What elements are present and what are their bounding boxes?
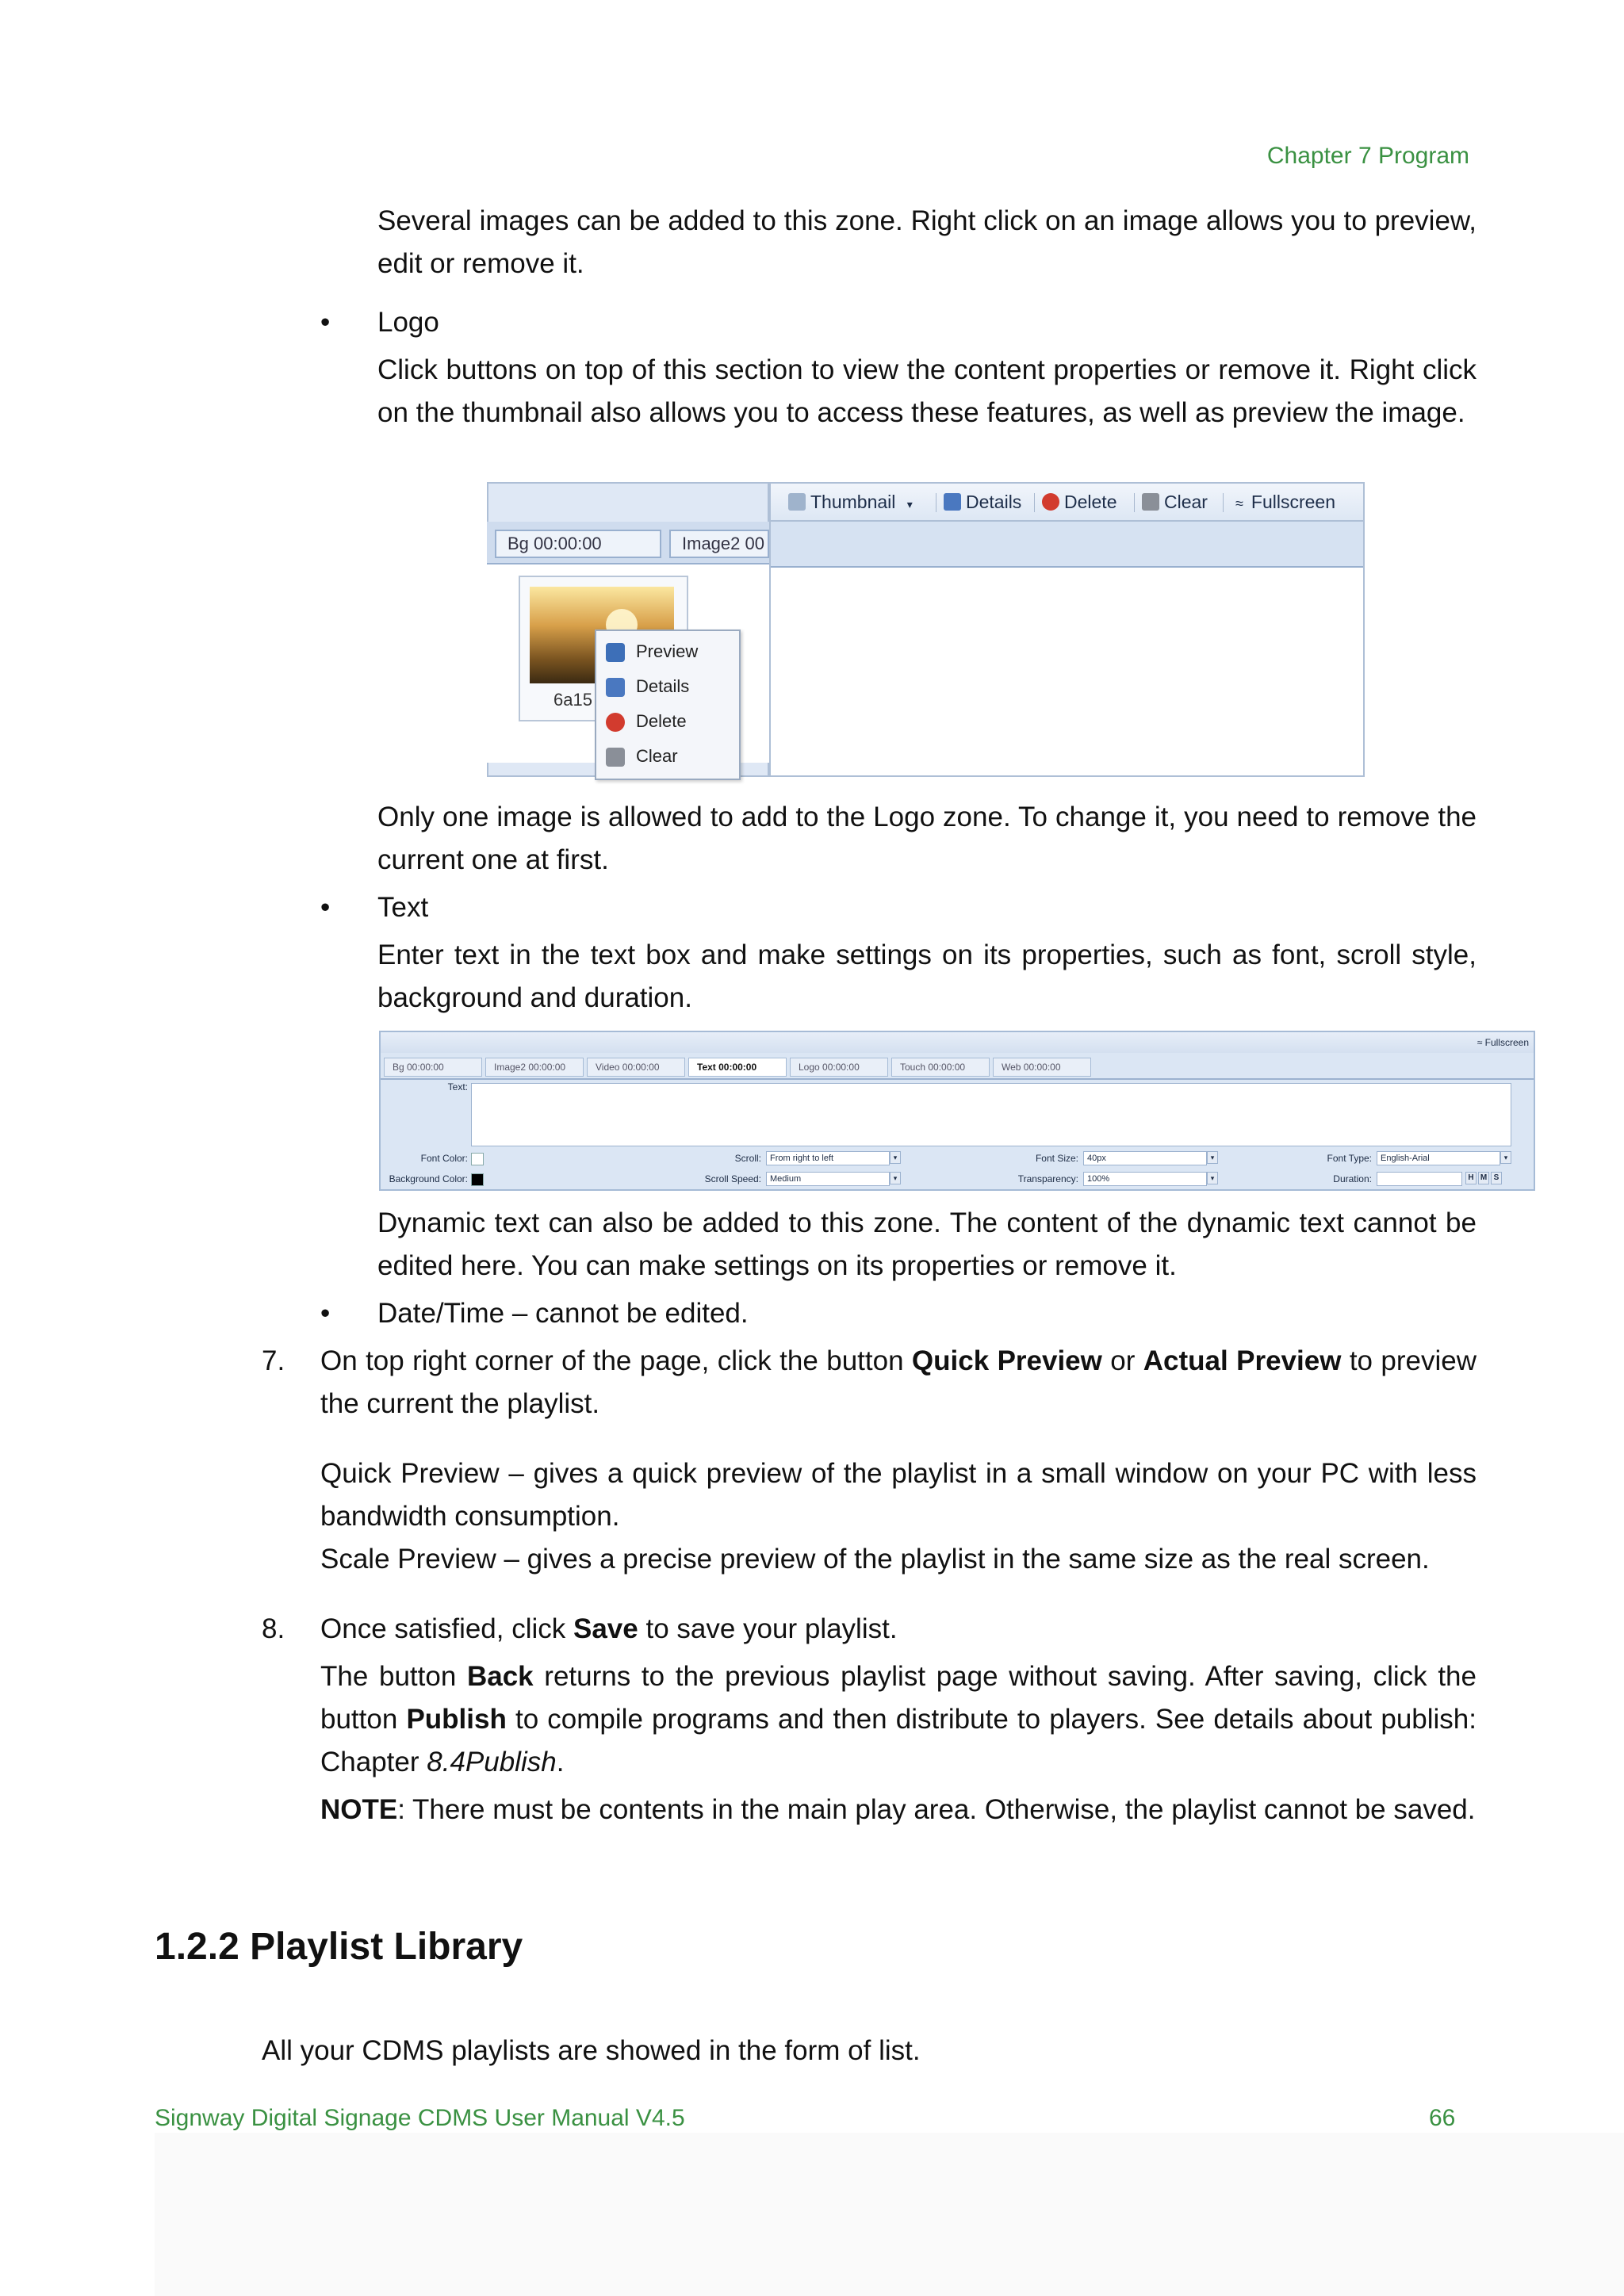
back-text: returns to the previous playlist page without saving. After saving, click the button xyxy=(320,1661,1477,1735)
scroll-label: Scroll: xyxy=(734,1153,761,1164)
tab-web[interactable]: Web 00:00:00 xyxy=(993,1058,1091,1077)
menu-item-clear[interactable]: Clear xyxy=(606,740,678,772)
paragraph-back xyxy=(320,1655,1477,1784)
scroll-select[interactable]: From right to left xyxy=(766,1151,890,1165)
paragraph-item7 xyxy=(320,1340,1477,1425)
toolbar-separator xyxy=(1134,493,1135,512)
chevron-down-icon[interactable]: ▾ xyxy=(890,1151,901,1164)
details-icon xyxy=(606,678,625,697)
back-term: Back xyxy=(466,1661,534,1692)
note-text: : There must be contents in the main play area. Otherwise, the playlist cannot be saved. xyxy=(397,1794,1476,1825)
font-type-label: Font Type: xyxy=(1327,1153,1372,1164)
chapter-link[interactable]: 8.4Publish xyxy=(427,1747,557,1777)
paragraph-images: Several images can be added to this zone. Right click on an image allows you to preview, edit or remove it. xyxy=(377,205,1477,279)
zone-toolbar xyxy=(381,1032,1534,1053)
chevron-down-icon[interactable]: ▾ xyxy=(890,1172,901,1184)
logo-zone-screenshot xyxy=(487,482,1365,777)
tab-bg[interactable]: Bg 00:00:00 xyxy=(495,530,661,558)
page-number: 66 xyxy=(1429,2105,1456,2131)
bullet-dot: • xyxy=(320,1298,331,1329)
bg-color-swatch[interactable] xyxy=(471,1173,484,1186)
bin-icon xyxy=(1142,493,1159,511)
chapter-header: Chapter 7 Program xyxy=(1266,143,1469,169)
transparency-label: Transparency: xyxy=(1017,1173,1078,1184)
thumbnail-caption: 6a15 xyxy=(553,690,592,710)
chevron-down-icon[interactable]: ▾ xyxy=(1207,1151,1218,1164)
footer-shade xyxy=(155,2133,1624,2296)
delete-icon xyxy=(606,713,625,732)
paragraph-text: Enter text in the text box and make settings on its properties, such as font, scroll style, background and duration. xyxy=(377,939,1477,1013)
tab-image2[interactable]: Image2 00:00:00 xyxy=(485,1058,584,1077)
actual-preview-term: Actual Preview xyxy=(1143,1345,1342,1376)
scroll-speed-label: Scroll Speed: xyxy=(704,1173,761,1184)
bullet-dot: • xyxy=(320,892,331,923)
chevron-down-icon: ▾ xyxy=(906,498,913,511)
item7-text: On top right corner of the page, click the button xyxy=(320,1345,912,1376)
tab-logo[interactable]: Logo 00:00:00 xyxy=(790,1058,888,1077)
bullet-logo: Logo xyxy=(377,307,439,338)
list-number: 8. xyxy=(262,1613,285,1644)
tab-video[interactable]: Video 00:00:00 xyxy=(587,1058,685,1077)
menu-item-details[interactable]: Details xyxy=(606,671,689,702)
bullet-dot: • xyxy=(320,307,331,338)
duration-input[interactable] xyxy=(1377,1172,1462,1186)
fullscreen-button[interactable]: ≈ Fullscreen xyxy=(1477,1037,1529,1048)
delete-icon xyxy=(1042,493,1059,511)
text-label: Text: xyxy=(447,1081,468,1093)
paragraph-dynamic-text: Dynamic text can also be added to this zone. The content of the dynamic text cannot be edited here. You can make settings on its properties or remove it. xyxy=(377,1207,1477,1281)
item8-text: to save your playlist. xyxy=(638,1613,898,1644)
grid-icon xyxy=(788,493,806,511)
text-zone-screenshot xyxy=(379,1031,1535,1191)
font-size-select[interactable]: 40px xyxy=(1083,1151,1207,1165)
preview-icon xyxy=(606,643,625,662)
back-text: The button xyxy=(320,1661,467,1692)
quick-preview-term: Quick Preview xyxy=(911,1345,1102,1376)
paragraph-scale-preview: Scale Preview – gives a precise preview of the playlist in the same size as the real screen. xyxy=(320,1544,1430,1575)
menu-item-preview[interactable]: Preview xyxy=(606,636,698,668)
zone-tabs xyxy=(381,1054,1534,1080)
footer-title: Signway Digital Signage CDMS User Manual V4.5 xyxy=(155,2105,685,2131)
toolbar-separator xyxy=(1034,493,1035,512)
paragraph-quick-preview: Quick Preview – gives a quick preview of the playlist in a small window on your PC with less bandwidth consumption. xyxy=(320,1458,1477,1532)
context-menu xyxy=(595,629,741,780)
scroll-speed-select[interactable]: Medium xyxy=(766,1172,890,1186)
details-icon xyxy=(944,493,961,511)
publish-term: Publish xyxy=(406,1704,507,1735)
logo-toolbar xyxy=(771,484,1363,522)
item7-text: or xyxy=(1101,1345,1143,1376)
item8-text: Once satisfied, click xyxy=(320,1613,573,1644)
tab-touch[interactable]: Touch 00:00:00 xyxy=(891,1058,990,1077)
tab-bg[interactable]: Bg 00:00:00 xyxy=(384,1058,482,1077)
logo-panel xyxy=(769,482,1365,777)
paragraph-library: All your CDMS playlists are showed in the form of list. xyxy=(262,2035,921,2066)
bg-color-label: Background Color: xyxy=(389,1173,468,1184)
chevron-down-icon[interactable]: ▾ xyxy=(1500,1151,1511,1164)
list-number: 7. xyxy=(262,1345,285,1376)
minute-button[interactable]: M xyxy=(1478,1172,1489,1184)
font-color-label: Font Color: xyxy=(420,1153,468,1164)
fullscreen-icon: ≈ xyxy=(1235,496,1243,511)
font-type-select[interactable]: English-Arial xyxy=(1377,1151,1500,1165)
tab-image2[interactable]: Image2 00 xyxy=(669,530,769,558)
logo-tabstrip xyxy=(771,522,1363,568)
paragraph-logo-only: Only one image is allowed to add to the Logo zone. To change it, you need to remove the current one at first. xyxy=(377,802,1477,875)
thumbnail-button[interactable]: Thumbnail ▾ xyxy=(788,490,913,514)
paragraph-logo: Click buttons on top of this section to view the content properties or remove it. Right click on the thumbnail also allows you to access these features, as well as preview the image. xyxy=(377,354,1477,428)
back-text: to compile programs and then distribute to players. See details about publish: Chapter xyxy=(320,1704,1477,1777)
transparency-select[interactable]: 100% xyxy=(1083,1172,1207,1186)
tab-text[interactable]: Text 00:00:00 xyxy=(688,1058,787,1077)
menu-item-delete[interactable]: Delete xyxy=(606,706,687,737)
clear-button[interactable]: Clear xyxy=(1142,490,1208,514)
hour-button[interactable]: H xyxy=(1465,1172,1477,1184)
item7-text: to preview the current the playlist. xyxy=(320,1345,1477,1419)
paragraph-note xyxy=(320,1789,1477,1831)
back-text: . xyxy=(556,1747,565,1777)
delete-button[interactable]: Delete xyxy=(1042,490,1116,514)
save-term: Save xyxy=(573,1613,638,1644)
fullscreen-button[interactable]: ≈ Fullscreen xyxy=(1235,492,1335,512)
bullet-text: Text xyxy=(377,892,429,923)
font-color-swatch[interactable] xyxy=(471,1153,484,1165)
bullet-datetime: Date/Time – cannot be edited. xyxy=(377,1298,749,1329)
paragraph-item8 xyxy=(320,1608,1477,1651)
second-button[interactable]: S xyxy=(1491,1172,1502,1184)
chevron-down-icon[interactable]: ▾ xyxy=(1207,1172,1218,1184)
text-input[interactable] xyxy=(471,1083,1511,1146)
duration-label: Duration: xyxy=(1333,1173,1372,1184)
details-button[interactable]: Details xyxy=(944,490,1021,514)
section-heading: 1.2.2 Playlist Library xyxy=(155,1926,523,1968)
font-size-label: Font Size: xyxy=(1035,1153,1078,1164)
note-term: NOTE xyxy=(320,1794,398,1825)
bin-icon xyxy=(606,748,625,767)
toolbar-separator xyxy=(1223,493,1224,512)
